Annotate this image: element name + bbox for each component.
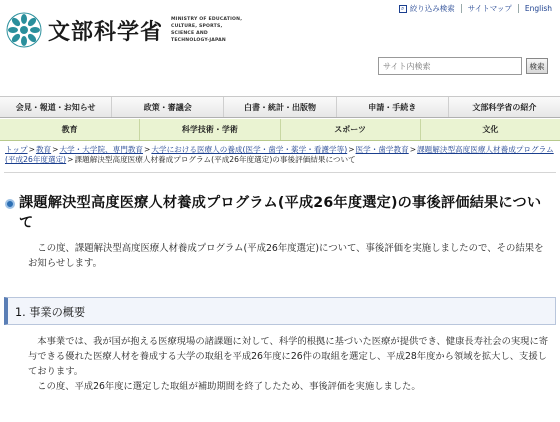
gnav-applications[interactable]: 申請・手続き: [337, 97, 449, 117]
intro-text: この度、課題解決型高度医療人材養成プログラム(平成26年度選定)について、事後評価を実施しましたので、その結果をお知らせします。: [28, 243, 544, 269]
breadcrumb-link[interactable]: 医学・歯学教育: [355, 145, 409, 154]
gnav-press[interactable]: 会見・報道・お知らせ: [0, 97, 112, 117]
breadcrumb-separator: >: [348, 145, 355, 154]
breadcrumb-link[interactable]: トップ: [5, 145, 28, 154]
section-body: [28, 334, 552, 394]
mext-logo[interactable]: [6, 12, 243, 48]
logo-text-jp: 文部科学省: [48, 19, 164, 45]
breadcrumb-separator: >: [409, 145, 417, 154]
search-input[interactable]: [378, 57, 522, 75]
breadcrumb-separator: >: [67, 155, 74, 164]
site-search: [378, 57, 548, 75]
heading-bullet-icon: [5, 199, 15, 209]
english-link[interactable]: English: [524, 4, 552, 13]
subnav-culture[interactable]: 文化: [482, 125, 499, 134]
gnav-policy[interactable]: 政策・審議会: [112, 97, 224, 117]
breadcrumb-link[interactable]: 大学・大学院、専門教育: [59, 145, 144, 154]
breadcrumb: [5, 145, 557, 165]
gnav-publications[interactable]: 白書・統計・出版物: [224, 97, 336, 117]
breadcrumb-separator: >: [144, 145, 151, 154]
search-button[interactable]: 検索: [526, 58, 548, 74]
section-paragraph: 本事業では、我が国が抱える医療現場の諸課題に対して、科学的根拠に基づいた医療が提供でき、健康長寿社会の実現に寄与できる優れた医療人材を養成する大学の取組を平成26年度に26件の取組を選定し、平成28年度から領域を拡大し、支援しております。: [28, 336, 549, 377]
section-heading: [4, 297, 556, 325]
logo-mark-icon: [6, 12, 42, 48]
subnav-education[interactable]: 教育: [0, 119, 140, 140]
sub-nav: [0, 119, 560, 141]
breadcrumb-current: 課題解決型高度医療人材養成プログラム(平成26年度選定)の事後評価結果について: [74, 155, 356, 164]
global-nav: [0, 96, 560, 118]
section-paragraph: この度、平成26年度に選定した取組が補助期間を終了したため、事後評価を実施しました。: [28, 381, 421, 392]
subnav-sports[interactable]: スポーツ: [281, 119, 421, 140]
breadcrumb-separator: >: [28, 145, 35, 154]
sitemap-link[interactable]: サイトマップ: [462, 4, 519, 13]
logo-text-en: MINISTRY OF EDUCATION, CULTURE, SPORTS, SCIENCE AND TECHNOLOGY-JAPAN: [171, 17, 243, 43]
breadcrumb-separator: >: [52, 145, 59, 154]
magnifier-icon: ⌕: [399, 5, 407, 13]
breadcrumb-link[interactable]: 課題解決型高度医療人材養成プログラム(平成26年度選定): [5, 145, 554, 164]
site-header: [0, 0, 560, 95]
gnav-about[interactable]: 文部科学省の紹介: [472, 102, 537, 112]
subnav-science[interactable]: 科学技術・学術: [140, 119, 280, 140]
page-title: 課題解決型高度医療人材養成プログラム(平成26年度選定)の事後評価結果について: [19, 195, 542, 231]
section-title: 1. 事業の概要: [15, 306, 86, 319]
utility-links: [393, 4, 552, 13]
breadcrumb-link[interactable]: 教育: [35, 145, 52, 154]
page-heading: [5, 193, 555, 233]
breadcrumb-link[interactable]: 大学における医療人の養成(医学・歯学・薬学・看護学等): [151, 145, 348, 154]
divider: [4, 172, 556, 173]
refine-search-link[interactable]: ⌕ 絞り込み検索: [393, 4, 462, 13]
